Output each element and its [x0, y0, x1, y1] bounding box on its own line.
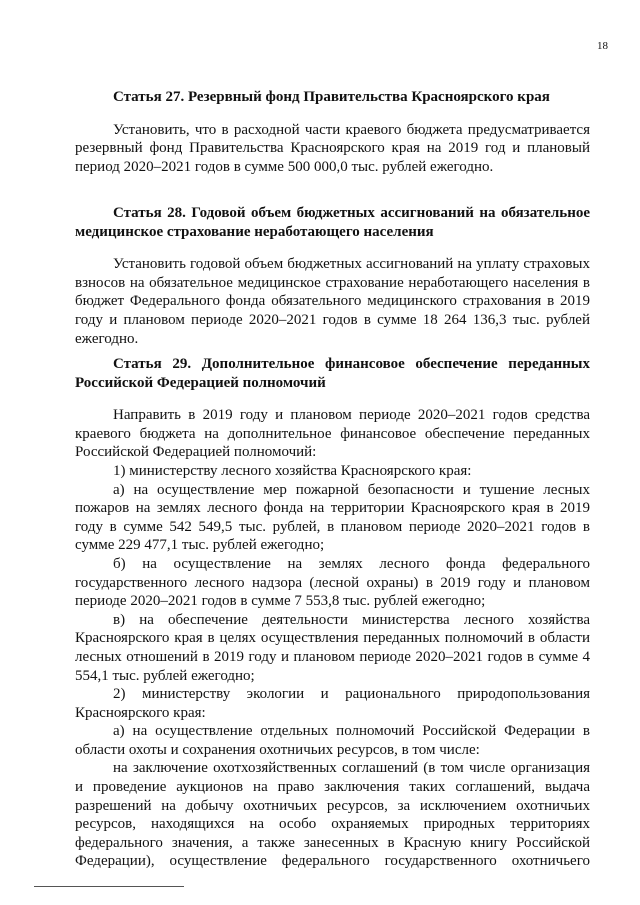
article-29-paragraph: 1) министерству лесного хозяйства Красноярского края:: [113, 462, 472, 479]
article-29-paragraph: на заключение охотхозяйственных соглашений (в том числе организация и проведение аукционов на право заключения таких соглашений, выдача разрешений на добычу охотничьих ресурсов, за исключением охотничьих ресурсов, находящихся на особо охраняемых природных территориях федерального значения, а также занесенных в Красную книгу Российской Федерации), осуществление федерального государственного охотничьего: [75, 760, 590, 870]
article-28-section: [75, 204, 590, 348]
article-27-title: Статья 27. Резервный фонд Правительства Красноярского края: [113, 89, 550, 105]
article-27-section: [75, 88, 590, 176]
article-29-section: [75, 355, 590, 871]
article-28-text: Установить годовой объем бюджетных ассигнований на уплату страховых взносов на обязательное медицинское страхование неработающего населения в бюджет Федерального фонда обязательного медицинского страхования в 2019 году и плановом периоде 2020–2021 годов в сумме 18 264 136,3 тыс. рублей ежегодно.: [75, 256, 590, 347]
article-29-paragraph: а) на осуществление мер пожарной безопасности и тушение лесных пожаров на землях лесного фонда на территории Красноярского края в 2019 году в сумме 542 549,5 тыс. рублей, в плановом периоде 2020–2021 годов в сумме 229 477,1 тыс. рублей ежегодно;: [75, 481, 590, 554]
article-29-paragraph: а) на осуществление отдельных полномочий Российской Федерации в области охоты и сохранения охотничьих ресурсов, в том числе:: [75, 723, 590, 758]
page-number: 18: [597, 40, 608, 52]
article-27-text: Установить, что в расходной части краевого бюджета предусматривается резервный фонд Правительства Красноярского края на 2019 год и плановый период 2020–2021 годов в сумме 500 000,0 тыс. рублей ежегодно.: [75, 121, 590, 175]
article-29-body: [75, 406, 590, 871]
article-29-paragraph: 2) министерству экологии и рационального природопользования Красноярского края:: [75, 686, 590, 721]
article-29-paragraph: б) на осуществление на землях лесного фонда федерального государственного лесного надзора (лесной охраны) в 2019 году и плановом периоде 2020–2021 годов в сумме 7 553,8 тыс. рублей ежегодно;: [75, 555, 590, 610]
article-29-paragraph: Направить в 2019 году и плановом периоде 2020–2021 годов средства краевого бюджета на дополнительное финансовое обеспечение переданных Российской Федерацией полномочий:: [75, 407, 590, 461]
article-29-title: Статья 29. Дополнительное финансовое обеспечение переданных Российской Федерацией полномочий: [75, 356, 590, 391]
footer-divider: [34, 886, 184, 887]
article-28-title: Статья 28. Годовой объем бюджетных ассигнований на обязательное медицинское страхование неработающего населения: [75, 205, 590, 240]
article-29-paragraph: в) на обеспечение деятельности министерства лесного хозяйства Красноярского края в целях осуществления переданных полномочий в области лесных отношений в 2019 году и плановом периоде 2020–2021 годов в сумме 4 554,1 тыс. рублей ежегодно;: [75, 611, 590, 684]
